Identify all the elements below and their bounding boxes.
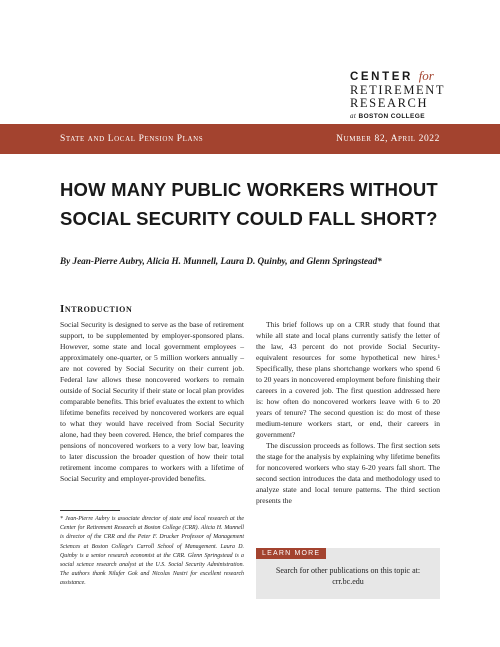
learn-more-tab: LEARN MORE (256, 548, 326, 559)
issue-number: Number 82, April 2022 (336, 134, 440, 144)
left-column (60, 319, 244, 484)
series-name: State and Local Pension Plans (60, 134, 204, 144)
logo-center: CENTER (350, 71, 413, 83)
crr-logo (350, 68, 456, 120)
series-banner (0, 124, 500, 154)
right-column (256, 319, 440, 506)
right-paragraph-2: The discussion proceeds as follows. The first section sets the stage for the analysis by explaining why lifetime benefits for noncovered workers who stay 6-20 years fall short. The second section introduces the data and methodology used to analyze state and local tenure patterns. The third section presents the (256, 441, 440, 505)
intro-paragraph: Social Security is designed to serve as the base of retirement support, to be supplemented by employer-sponsored plans. However, some state and local government employees – approximately one-quarter, or 5 million workers annually – are not covered by Social Security on their current job. Federal law allows these noncovered workers to remain outside of Social Security if their state or local plan provides comparable benefits. This brief evaluates the extent to which lifetime benefits received by noncovered workers are equal to what they would have received from Social Security alone, had they been covered. Hence, the brief compares the pensions of noncovered workers to a very low bar, leaving to later discussion the broader question of how their total retirement income compares to workers with a lifetime of Social Security and employer-provided benefits. (60, 320, 244, 483)
logo-for: for (418, 68, 434, 83)
learn-more-text: Search for other publications on this topic at: (275, 566, 421, 575)
author-line: By Jean-Pierre Aubry, Alicia H. Munnell, Laura D. Quinby, and Glenn Springstead* (60, 256, 382, 266)
learn-more-url[interactable]: crr.bc.edu (332, 577, 364, 586)
brief-title: HOW MANY PUBLIC WORKERS WITHOUT SOCIAL SECURITY COULD FALL SHORT? (60, 179, 438, 229)
learn-more-box (256, 548, 440, 599)
section-heading: Introduction (60, 303, 133, 315)
right-paragraph-1: This brief follows up on a CRR study that found that while all state and local plans currently satisfy the letter of the law, 43 percent do not provide Social Security-equivalent resources for some hypothetical new hires.¹ Specifically, these plans shortchange workers who spend 6 to 20 years in noncovered employment before finishing their careers in a covered job. The first question addressed here is: how often do noncovered workers leave with 6 to 20 years of tenure? The second question is: do most of these medium-tenure workers start, or end, their careers in government? (256, 320, 440, 439)
footnote-rule (60, 510, 120, 511)
learn-more-text-block (256, 565, 440, 587)
logo-retirement: RETIREMENT (350, 83, 446, 97)
logo-research: RESEARCH (350, 96, 429, 110)
author-footnote: * Jean-Pierre Aubry is associate director of state and local research at the Center for Retirement Research at Boston College (CRR). Alicia H. Munnell is director of the CRR and the Peter F. Drucker Professor of Management Sciences at Boston College's Carroll School of Management. Laura D. Quinby is a senior research economist at the CRR. Glenn Springstead is a social science research analyst at the U.S. Social Security Administration. The authors thank Nilufer Gok and Nicolas Nastri for excellent research assistance. (60, 516, 244, 587)
logo-at: at (350, 112, 357, 120)
logo-college: BOSTON COLLEGE (358, 113, 425, 120)
